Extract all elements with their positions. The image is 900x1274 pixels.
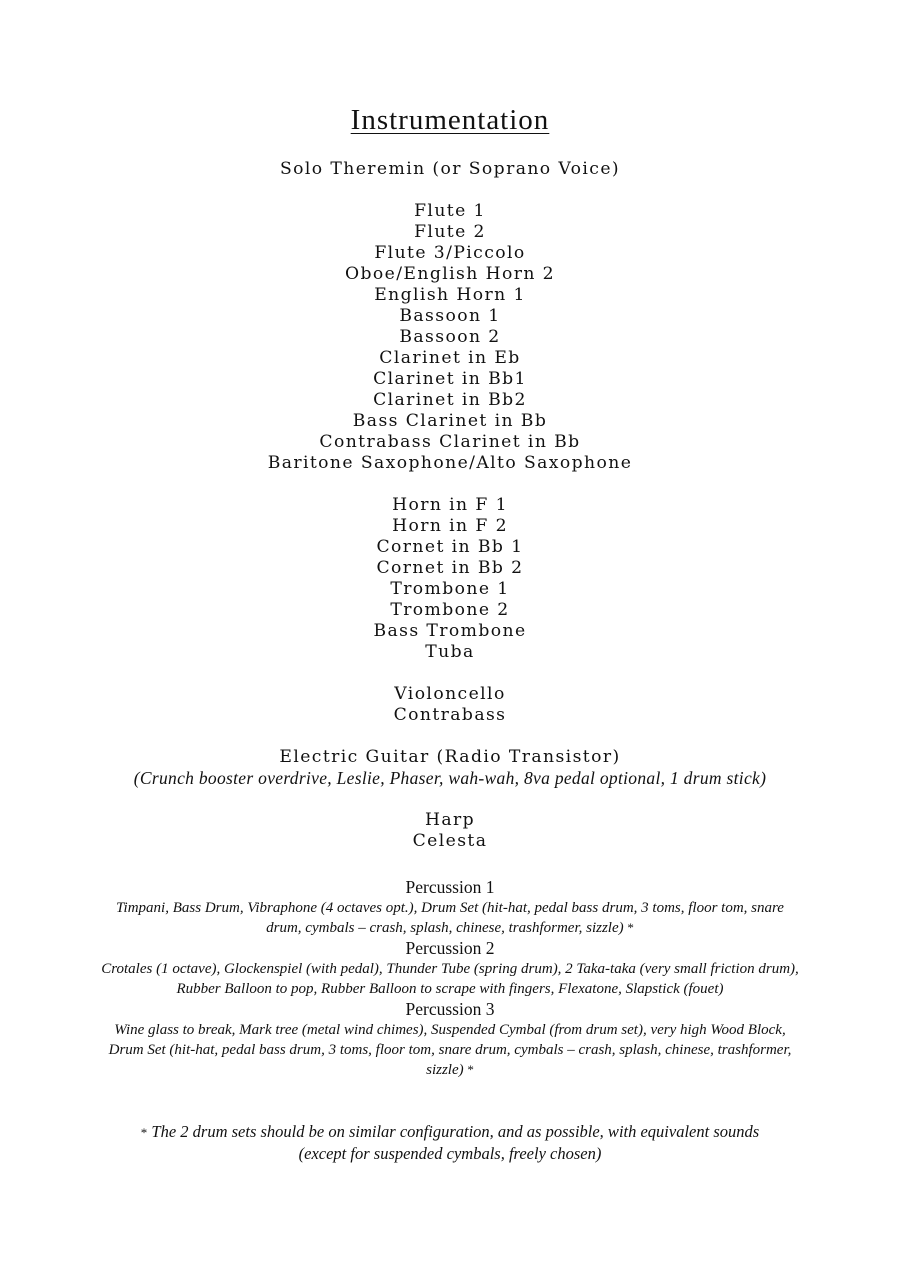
instrument-line: Contrabass Clarinet in Bb (319, 432, 581, 452)
instrument-line: Flute 1 (414, 201, 486, 221)
instrument-line: Bassoon 1 (399, 306, 501, 326)
instrument-list (0, 159, 900, 852)
instrument-line: Contrabass (393, 705, 507, 725)
page-title (0, 104, 900, 137)
instrument-line: Oboe/English Horn 2 (345, 264, 555, 284)
footnote-line-2: (except for suspended cymbals, freely chosen) (298, 1144, 602, 1163)
instrument-line: Trombone 1 (390, 579, 510, 599)
percussion-description (100, 1020, 800, 1080)
percussion-description (100, 959, 800, 999)
percussion-text: Timpani, Bass Drum, Vibraphone (4 octaves opt.), Drum Set (hit-hat, pedal bass drum, 3 toms, floor tom, snare drum, cymbals – crash, splash, chinese, trashformer, sizzle) (116, 900, 784, 936)
guitar-section (0, 747, 900, 789)
instrument-line: Tuba (425, 642, 475, 662)
woodwinds-section (0, 201, 900, 474)
instrument-line: Cornet in Bb 2 (376, 558, 524, 578)
instrument-line: Bass Trombone (373, 621, 527, 641)
percussion-section (0, 877, 900, 1080)
instrument-line: Flute 2 (414, 222, 486, 242)
footnote (0, 1121, 900, 1164)
instrument-line: Clarinet in Bb1 (373, 369, 527, 389)
instrument-line: Horn in F 2 (392, 516, 508, 536)
strings-section (0, 684, 900, 726)
instrument-line: Electric Guitar (Radio Transistor) (279, 747, 621, 767)
instrument-line: Bassoon 2 (399, 327, 501, 347)
instrument-line: Clarinet in Bb2 (373, 390, 527, 410)
instrument-line: Violoncello (394, 684, 506, 704)
footnote-line-1 (0, 1121, 900, 1143)
percussion-text: Crotales (1 octave), Glockenspiel (with pedal), Thunder Tube (spring drum), 2 Taka-taka (very small friction drum), Rubber Balloon to pop, Rubber Balloon to scrape with fingers, Flexatone, Slapstick (fouet) (101, 961, 799, 997)
instrument-line: Flute 3/Piccolo (374, 243, 526, 263)
keyboards-section (0, 810, 900, 852)
instrument-line: English Horn 1 (374, 285, 526, 305)
instrument-line: Trombone 2 (390, 600, 510, 620)
footnote-text: The 2 drum sets should be on similar configuration, and as possible, with equivalent sounds (151, 1122, 760, 1141)
instrument-line: Harp (424, 810, 476, 830)
percussion-description (100, 898, 800, 938)
percussion-heading: Percussion 1 (405, 877, 495, 897)
percussion-text: Wine glass to break, Mark tree (metal wind chimes), Suspended Cymbal (from drum set), very high Wood Block, Drum Set (hit-hat, pedal bass drum, 3 toms, floor tom, snare drum, cymbals – crash, splash, chinese, trashformer, sizzle) (108, 1022, 792, 1078)
instrument-line: Cornet in Bb 1 (376, 537, 524, 557)
instrument-line: Clarinet in Eb (379, 348, 521, 368)
percussion-heading: Percussion 3 (405, 999, 495, 1019)
brass-section (0, 495, 900, 663)
page-title-text: Instrumentation (350, 104, 550, 136)
instrument-line: Horn in F 1 (392, 495, 508, 515)
solo-instrument: Solo Theremin (or Soprano Voice) (279, 159, 621, 179)
instrument-line: Bass Clarinet in Bb (352, 411, 548, 431)
instrument-line: Baritone Saxophone/Alto Saxophone (267, 453, 633, 473)
guitar-effects-note: (Crunch booster overdrive, Leslie, Phaser, wah-wah, 8va pedal optional, 1 drum stick) (133, 768, 767, 788)
asterisk-mark: * (467, 1062, 474, 1077)
instrument-line: Celesta (412, 831, 488, 851)
asterisk-mark: * (140, 1125, 148, 1140)
percussion-heading: Percussion 2 (405, 938, 495, 958)
asterisk-mark: * (627, 920, 634, 935)
